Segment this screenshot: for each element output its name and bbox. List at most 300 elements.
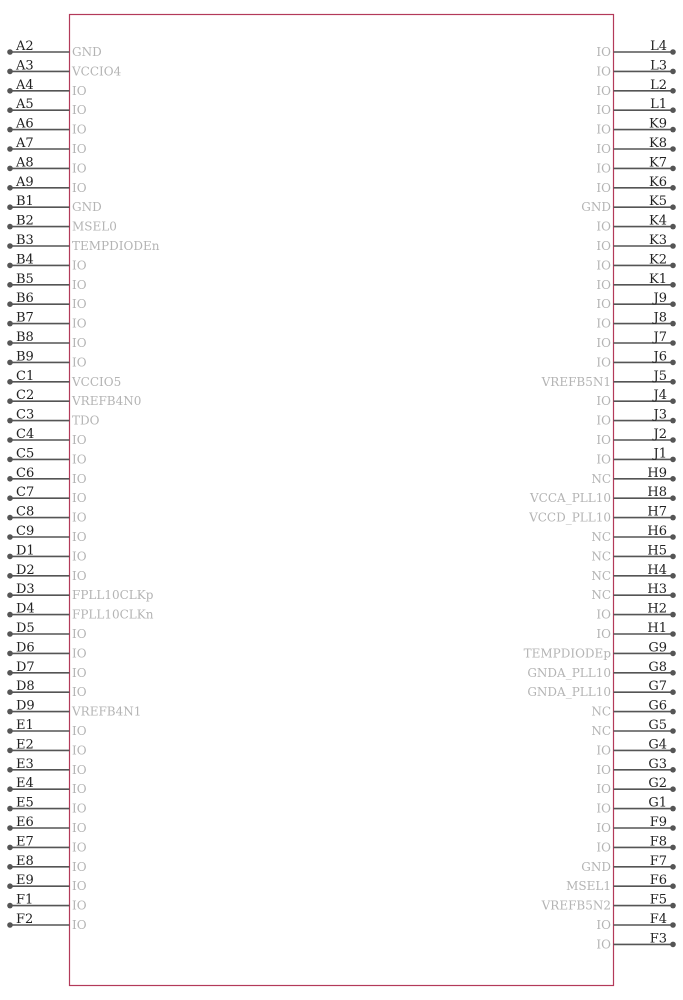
right-pin-J8	[596, 311, 675, 331]
pin-number: G8	[648, 659, 667, 675]
pin-number: B4	[16, 252, 34, 268]
left-pin-A7	[7, 136, 87, 156]
left-pin-C3	[7, 408, 99, 428]
pin-number: E9	[16, 873, 34, 889]
pin-endpoint-dot	[670, 88, 676, 94]
pin-number: C6	[16, 465, 35, 481]
pin-name: VREFB5N2	[541, 898, 611, 913]
pin-endpoint-dot	[670, 321, 676, 327]
pin-name: NC	[591, 724, 611, 738]
pin-number: H1	[647, 621, 667, 636]
pin-number: A8	[16, 155, 34, 171]
left-pin-A3	[7, 58, 121, 78]
pin-name: IO	[72, 355, 87, 370]
pin-number: B5	[16, 271, 34, 287]
pin-number: K7	[649, 155, 667, 171]
pin-name: IO	[72, 180, 87, 195]
pin-endpoint-dot	[7, 670, 13, 676]
pin-endpoint-dot	[670, 554, 676, 560]
left-pin-C2	[7, 388, 141, 408]
left-pin-F2	[7, 912, 87, 932]
pin-number: G7	[648, 679, 667, 695]
pin-name: NC	[591, 471, 611, 486]
pin-name: IO	[596, 297, 611, 312]
left-pin-E4	[7, 776, 87, 796]
right-pin-H2	[596, 602, 675, 622]
pin-number: H6	[647, 524, 667, 539]
pin-endpoint-dot	[670, 786, 676, 792]
pin-name: IO	[72, 316, 87, 331]
left-pin-C8	[7, 505, 87, 525]
pin-name: VREFB4N1	[72, 704, 142, 719]
pin-endpoint-dot	[7, 592, 13, 598]
pin-name: IO	[72, 724, 87, 738]
right-pin-K6	[596, 175, 675, 195]
right-pin-H1	[596, 621, 675, 641]
pin-endpoint-dot	[7, 883, 13, 889]
pin-number: G6	[648, 698, 667, 714]
pin-name: IO	[72, 782, 87, 797]
pin-name: IO	[596, 239, 611, 253]
pin-endpoint-dot	[7, 903, 13, 909]
pin-number: F6	[649, 873, 667, 889]
pin-number: E7	[16, 834, 34, 850]
pin-endpoint-dot	[7, 689, 13, 695]
pin-number: K9	[649, 116, 667, 132]
pin-name: IO	[596, 316, 611, 331]
right-pin-F3	[596, 931, 675, 951]
pin-number: E6	[16, 815, 34, 830]
pin-number: D7	[16, 659, 35, 675]
pin-name: IO	[72, 471, 87, 486]
pin-name: IO	[596, 607, 611, 622]
pin-name: IO	[72, 879, 87, 894]
left-pin-F1	[7, 893, 87, 913]
pin-endpoint-dot	[7, 476, 13, 482]
right-pin-H8	[529, 485, 676, 505]
pin-name: IO	[72, 646, 87, 661]
pin-endpoint-dot	[7, 360, 13, 366]
pin-number: J3	[653, 407, 667, 423]
pin-number: C9	[16, 524, 35, 539]
pin-endpoint-dot	[670, 592, 676, 598]
pin-name: FPLL10CLKn	[72, 607, 154, 622]
pin-number: K2	[649, 252, 667, 268]
pin-name: IO	[72, 840, 87, 855]
pin-endpoint-dot	[670, 224, 676, 230]
pin-name: IO	[596, 83, 611, 98]
pin-number: J4	[653, 388, 667, 404]
right-pin-J4	[596, 388, 675, 408]
pin-name: IO	[72, 568, 87, 583]
pin-number: K4	[649, 213, 667, 229]
pin-name: IO	[596, 161, 611, 176]
pin-name: GND	[72, 45, 102, 59]
pin-name: IO	[72, 103, 87, 118]
pin-endpoint-dot	[670, 282, 676, 288]
left-pin-D1	[7, 543, 87, 563]
pin-number: H8	[647, 485, 667, 501]
pin-number: B9	[16, 349, 34, 365]
pin-endpoint-dot	[670, 728, 676, 734]
right-pin-H4	[591, 563, 675, 583]
pin-name: NC	[591, 568, 611, 583]
pin-endpoint-dot	[7, 379, 13, 385]
pin-name: IO	[596, 336, 611, 350]
pin-endpoint-dot	[670, 864, 676, 870]
pin-name: IO	[72, 685, 87, 700]
pin-endpoint-dot	[670, 301, 676, 307]
pin-number: H9	[647, 465, 667, 481]
pin-number: D1	[16, 543, 35, 559]
pin-number: H3	[647, 582, 667, 598]
pin-name: IO	[596, 180, 611, 195]
pin-name: IO	[72, 258, 87, 273]
pin-endpoint-dot	[7, 748, 13, 754]
pin-number: L2	[650, 77, 667, 93]
right-pin-J5	[541, 369, 676, 389]
pin-number: C1	[16, 368, 35, 384]
right-pin-G9	[524, 640, 676, 660]
right-pin-H7	[528, 505, 676, 525]
left-pin-E3	[7, 757, 87, 777]
pin-name: IO	[72, 491, 87, 506]
right-pin-F8	[596, 834, 675, 854]
right-pin-G2	[596, 776, 675, 796]
pin-endpoint-dot	[670, 767, 676, 773]
pin-name: IO	[596, 801, 611, 816]
pin-number: F5	[649, 892, 667, 908]
pin-name: IO	[72, 161, 87, 176]
pin-endpoint-dot	[7, 573, 13, 579]
left-pin-group	[7, 39, 160, 932]
left-pin-B2	[7, 214, 117, 234]
pin-endpoint-dot	[7, 457, 13, 463]
pin-number: C3	[16, 407, 35, 423]
pin-name: IO	[596, 937, 611, 952]
pin-number: G2	[648, 776, 667, 792]
right-pin-K3	[596, 233, 675, 253]
pin-name: IO	[72, 277, 87, 292]
pin-endpoint-dot	[670, 883, 676, 889]
pin-number: K8	[649, 136, 667, 151]
pin-endpoint-dot	[670, 942, 676, 948]
pin-name: VCCIO5	[72, 374, 122, 389]
pin-name: IO	[72, 665, 87, 680]
pin-name: TEMPDIODEp	[523, 646, 611, 661]
pin-number: A5	[16, 97, 34, 113]
pin-name: VCCD_PLL10	[529, 510, 611, 525]
right-pin-J2	[596, 427, 675, 447]
pin-number: F2	[16, 912, 34, 927]
pin-name: IO	[72, 859, 87, 874]
right-pin-J9	[596, 291, 675, 311]
pin-endpoint-dot	[7, 922, 13, 928]
pin-endpoint-dot	[670, 806, 676, 812]
pin-number: J9	[653, 291, 667, 307]
pin-name: IO	[72, 801, 87, 816]
pin-number: D4	[16, 601, 35, 617]
pin-endpoint-dot	[670, 379, 676, 385]
pin-endpoint-dot	[670, 360, 676, 366]
pin-name: IO	[596, 840, 611, 855]
left-pin-B7	[7, 311, 87, 331]
right-pin-K5	[581, 194, 676, 214]
pin-name: IO	[596, 394, 611, 409]
pin-name: IO	[596, 258, 611, 273]
left-pin-D4	[7, 602, 154, 622]
pin-number: C8	[16, 504, 35, 520]
pin-endpoint-dot	[670, 515, 676, 521]
pin-number: G5	[648, 718, 667, 733]
left-pin-E2	[7, 737, 87, 757]
pin-number: H4	[647, 562, 667, 578]
pin-number: G3	[648, 756, 667, 772]
pin-name: IO	[72, 898, 87, 913]
pin-endpoint-dot	[7, 263, 13, 269]
pin-endpoint-dot	[670, 825, 676, 831]
right-pin-J6	[596, 349, 675, 369]
right-pin-F5	[541, 893, 676, 913]
right-pin-J3	[596, 408, 675, 428]
pin-endpoint-dot	[670, 127, 676, 133]
pin-endpoint-dot	[670, 146, 676, 152]
pin-name: IO	[596, 433, 611, 447]
pin-endpoint-dot	[670, 651, 676, 657]
pin-name: IO	[72, 530, 87, 544]
pin-number: A9	[16, 174, 34, 190]
pin-name: VREFB4N0	[72, 394, 142, 409]
left-pin-A5	[7, 97, 87, 117]
pin-endpoint-dot	[7, 107, 13, 113]
left-pin-B8	[7, 330, 87, 350]
pin-name: IO	[596, 821, 611, 835]
left-pin-D9	[7, 699, 141, 719]
pin-number: B7	[16, 310, 34, 326]
pin-endpoint-dot	[7, 728, 13, 734]
pin-number: K5	[649, 194, 667, 210]
pin-number: H7	[647, 504, 667, 520]
pin-number: B8	[16, 330, 34, 345]
pin-name: GND	[581, 200, 611, 215]
pin-name: IO	[596, 627, 611, 641]
right-pin-K7	[596, 155, 675, 175]
right-pin-G8	[527, 660, 675, 680]
pin-endpoint-dot	[7, 146, 13, 152]
pin-endpoint-dot	[7, 767, 13, 773]
pin-name: IO	[596, 122, 611, 137]
pin-name: GNDA_PLL10	[527, 685, 611, 700]
right-pin-K9	[596, 117, 675, 137]
left-pin-C4	[7, 427, 87, 447]
pin-endpoint-dot	[670, 185, 676, 191]
pin-name: IO	[596, 782, 611, 797]
right-pin-H6	[591, 524, 675, 544]
pin-endpoint-dot	[7, 534, 13, 540]
pin-number: J7	[653, 330, 667, 345]
left-pin-A4	[7, 78, 87, 98]
pin-endpoint-dot	[670, 437, 676, 443]
left-pin-B1	[7, 194, 102, 214]
pin-number: E4	[16, 776, 34, 792]
pin-endpoint-dot	[7, 204, 13, 210]
pin-endpoint-dot	[670, 69, 676, 75]
pin-number: F3	[649, 931, 667, 947]
pin-endpoint-dot	[7, 49, 13, 55]
pin-name: VREFB5N1	[541, 374, 611, 389]
pin-endpoint-dot	[670, 243, 676, 249]
left-pin-E5	[7, 796, 87, 816]
pin-name: IO	[72, 336, 87, 350]
right-pin-G4	[596, 737, 675, 757]
pin-number: F1	[16, 892, 34, 908]
pin-number: B2	[16, 213, 34, 229]
left-pin-C7	[7, 485, 87, 505]
pin-number: J2	[653, 427, 667, 442]
pin-endpoint-dot	[670, 709, 676, 715]
pin-number: E2	[16, 737, 34, 753]
pin-name: IO	[72, 142, 87, 156]
pin-endpoint-dot	[7, 515, 13, 521]
right-pin-K2	[596, 252, 675, 272]
pin-name: IO	[72, 743, 87, 758]
pin-endpoint-dot	[670, 495, 676, 501]
pin-endpoint-dot	[7, 127, 13, 133]
pin-number: J6	[653, 349, 667, 365]
pin-number: E1	[16, 718, 34, 733]
left-pin-D7	[7, 660, 87, 680]
pin-number: A6	[16, 116, 34, 132]
pin-name: IO	[72, 821, 87, 835]
pin-number: D6	[16, 640, 35, 656]
pin-number: H2	[647, 601, 667, 617]
left-pin-A8	[7, 155, 87, 175]
right-pin-H3	[591, 582, 675, 602]
pin-name: IO	[596, 103, 611, 118]
pin-name: IO	[72, 452, 87, 467]
pin-endpoint-dot	[7, 185, 13, 191]
pin-endpoint-dot	[670, 398, 676, 404]
pin-number: L3	[650, 58, 667, 74]
right-pin-L1	[596, 97, 675, 117]
pin-endpoint-dot	[7, 398, 13, 404]
pin-number: D5	[16, 621, 35, 636]
right-pin-G1	[596, 796, 675, 816]
pin-endpoint-dot	[670, 457, 676, 463]
pin-number: A3	[16, 58, 34, 74]
left-pin-D2	[7, 563, 87, 583]
pin-endpoint-dot	[7, 612, 13, 618]
pin-name: IO	[72, 433, 87, 447]
pin-number: B3	[16, 233, 34, 248]
pin-number: J5	[653, 368, 667, 384]
right-pin-group	[524, 39, 676, 951]
right-pin-F7	[581, 854, 676, 874]
pin-endpoint-dot	[670, 476, 676, 482]
pin-name: IO	[72, 122, 87, 137]
left-pin-E9	[7, 873, 87, 893]
pin-endpoint-dot	[7, 495, 13, 501]
pin-name: IO	[72, 510, 87, 525]
right-pin-G5	[591, 718, 675, 738]
right-pin-H5	[591, 543, 675, 563]
left-pin-E6	[7, 815, 87, 835]
pin-name: IO	[72, 918, 87, 932]
left-pin-C6	[7, 466, 87, 486]
pin-number: F8	[649, 834, 667, 850]
left-pin-D3	[7, 582, 154, 602]
right-pin-H9	[591, 466, 675, 486]
pin-name: GNDA_PLL10	[527, 665, 611, 680]
pin-endpoint-dot	[7, 321, 13, 327]
pin-name: IO	[596, 413, 611, 428]
right-pin-J7	[596, 330, 675, 350]
pin-number: F7	[649, 853, 667, 869]
left-pin-C5	[7, 446, 87, 466]
pin-number: F4	[649, 912, 667, 927]
pin-number: B6	[16, 291, 34, 307]
left-pin-E8	[7, 854, 87, 874]
pin-number: J1	[653, 446, 667, 462]
pin-name: IO	[596, 762, 611, 777]
pin-name: IO	[596, 45, 611, 59]
left-pin-B3	[7, 233, 160, 253]
right-pin-K8	[596, 136, 675, 156]
pin-endpoint-dot	[670, 340, 676, 346]
pin-number: C4	[16, 427, 35, 442]
left-pin-E7	[7, 834, 87, 854]
left-pin-B5	[7, 272, 87, 292]
pin-name: IO	[596, 743, 611, 758]
pin-number: D3	[16, 582, 35, 598]
pin-name: IO	[596, 355, 611, 370]
left-pin-C1	[7, 369, 121, 389]
right-pin-F9	[596, 815, 675, 835]
pin-endpoint-dot	[670, 49, 676, 55]
pin-endpoint-dot	[7, 282, 13, 288]
pin-number: D2	[16, 562, 35, 578]
pin-endpoint-dot	[7, 88, 13, 94]
pin-name: NC	[591, 530, 611, 544]
pin-endpoint-dot	[7, 418, 13, 424]
pin-name: FPLL10CLKp	[72, 588, 154, 603]
right-pin-G6	[591, 699, 675, 719]
pin-endpoint-dot	[7, 340, 13, 346]
left-pin-C9	[7, 524, 87, 544]
pin-endpoint-dot	[7, 825, 13, 831]
pin-number: A2	[16, 39, 34, 54]
pin-name: IO	[72, 83, 87, 98]
right-pin-L2	[596, 78, 675, 98]
pin-number: G9	[648, 640, 667, 656]
right-pin-F6	[566, 873, 676, 893]
pin-endpoint-dot	[670, 922, 676, 928]
pin-number: C5	[16, 446, 35, 462]
pin-name: IO	[596, 277, 611, 292]
pin-name: IO	[596, 142, 611, 156]
pin-name: IO	[596, 219, 611, 234]
left-pin-A2	[7, 39, 102, 59]
pin-name: GND	[72, 200, 102, 215]
pin-endpoint-dot	[670, 689, 676, 695]
pin-endpoint-dot	[7, 651, 13, 657]
pin-endpoint-dot	[7, 864, 13, 870]
pin-name: TDO	[72, 413, 100, 428]
pin-endpoint-dot	[7, 243, 13, 249]
pin-number: F9	[649, 815, 667, 830]
pin-endpoint-dot	[7, 786, 13, 792]
pin-endpoint-dot	[7, 806, 13, 812]
